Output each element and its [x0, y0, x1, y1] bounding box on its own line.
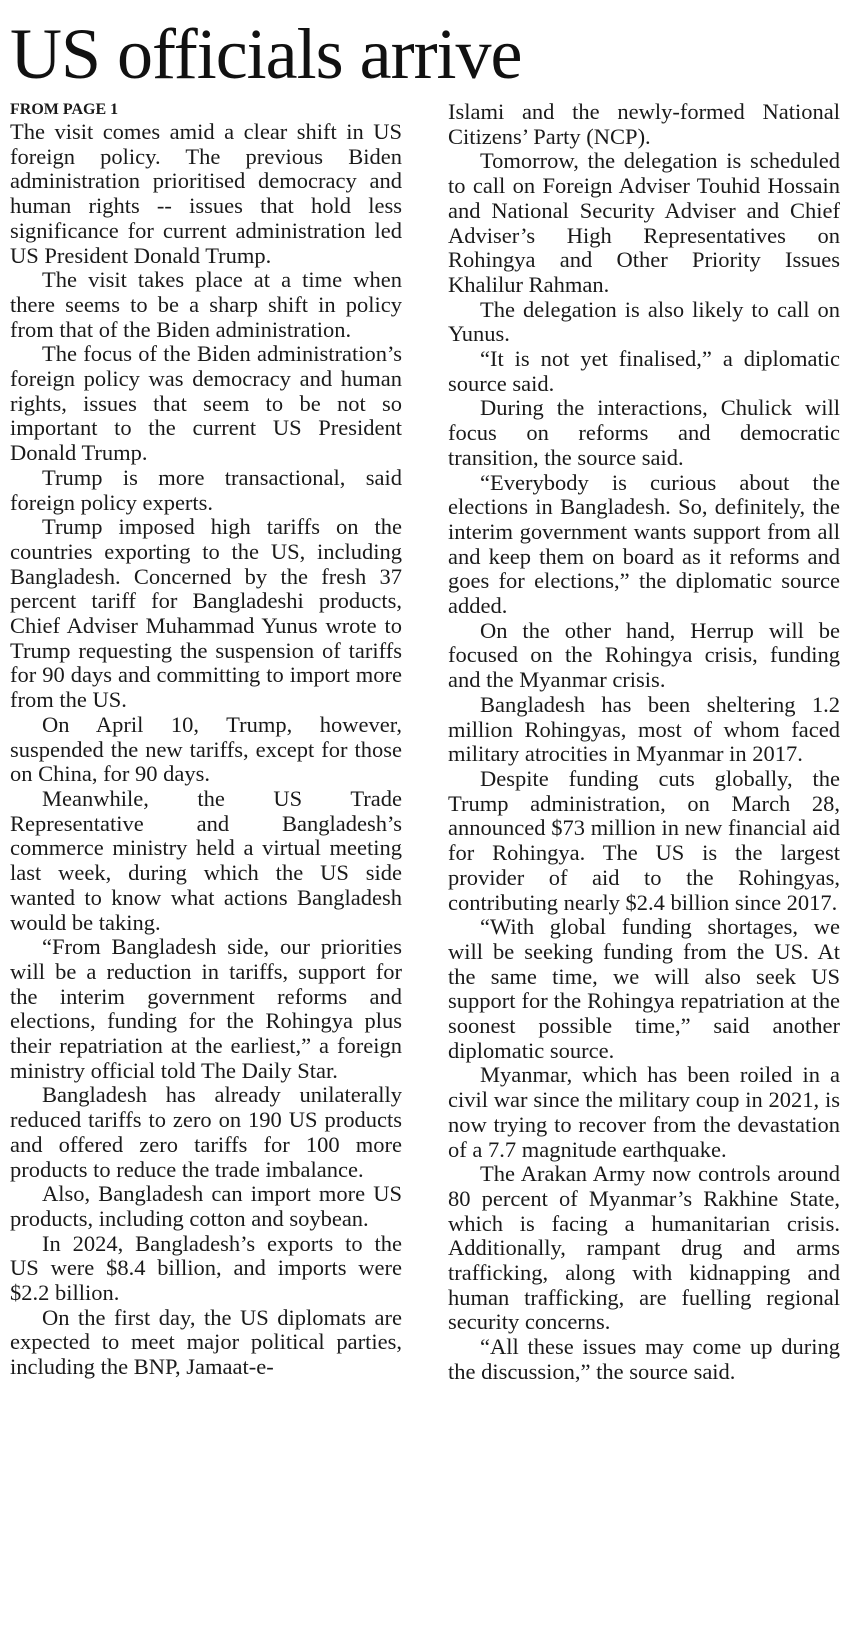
paragraph: “Everybody is curious about the elections in Bangladesh. So, definitely, the interim government wants support from all and keep them on board as it reforms and goes for elections,” the diplomatic source added. [448, 469, 840, 619]
paragraph: Bangladesh has been sheltering 1.2 million Rohingyas, most of whom faced military atrocities in Myanmar in 2017. [448, 691, 840, 767]
paragraph: “It is not yet finalised,” a diplomatic source said. [448, 346, 840, 396]
paragraph: “With global funding shortages, we will be seeking funding from the US. At the same time, we will also seek US support for the Rohingya repatriation at the soonest possible time,” said another diplomatic source. [448, 914, 840, 1063]
paragraph: Bangladesh has already unilaterally reduced tariffs to zero on 190 US products and offered zero tariffs for 100 more products to reduce the trade imbalance. [10, 1082, 402, 1182]
paragraph: In 2024, Bangladesh’s exports to the US were $8.4 billion, and imports were $2.2 billion. [10, 1230, 402, 1306]
paragraph: On the first day, the US diplomats are expected to meet major political parties, including the BNP, Jamaat-e- [10, 1304, 402, 1380]
paragraph: Despite funding cuts globally, the Trump administration, on March 28, announced $73 million in new financial aid for Rohingya. The US is the largest provider of aid to the Rohingyas, contributing nearly $2.4 billion since 2017. [448, 765, 840, 915]
paragraph: Meanwhile, the US Trade Representative and Bangladesh’s commerce ministry held a virtual meeting last week, during which the US side wanted to know what actions Bangladesh would be taking. [10, 785, 402, 935]
paragraph: The visit takes place at a time when there seems to be a sharp shift in policy from that of the Biden administration. [10, 267, 402, 342]
paragraph: Trump imposed high tariffs on the countries exporting to the US, including Bangladesh. Concerned by the fresh 37 percent tariff for Bangladeshi products, Chief Adviser Muhammad Yunus wrote to Trump requesting the suspension of tariffs for 90 days and committing to import more from the US. [10, 514, 402, 713]
paragraph: During the interactions, Chulick will focus on reforms and democratic transition, the source said. [448, 395, 840, 470]
paragraph: The Arakan Army now controls around 80 percent of Myanmar’s Rakhine State, which is facing a humanitarian crisis. Additionally, rampant drug and arms trafficking, along with kidnapping and human trafficking, are fuelling regional security concerns. [448, 1161, 840, 1335]
paragraph: Myanmar, which has been roiled in a civil war since the military coup in 2021, is now trying to recover from the devastation of a 7.7 magnitude earthquake. [448, 1062, 840, 1162]
paragraph: “From Bangladesh side, our priorities will be a reduction in tariffs, support for the interim government reforms and elections, funding for the Rohingya plus their repatriation at the earliest,” a foreign ministry official told The Daily Star. [10, 934, 402, 1083]
paragraph: “All these issues may come up during the discussion,” the source said. [448, 1334, 840, 1384]
paragraph-continuation: Islami and the newly-formed National Citizens’ Party (NCP). [448, 99, 840, 149]
article-column-right [448, 100, 840, 1385]
article-column-left [10, 100, 402, 1380]
headline: US officials arrive [10, 14, 522, 94]
continuation-kicker: FROM PAGE 1 [10, 101, 119, 118]
paragraph: On the other hand, Herrup will be focused on the Rohingya crisis, funding and the Myanmar crisis. [448, 617, 840, 693]
paragraph: On April 10, Trump, however, suspended the new tariffs, except for those on China, for 90 days. [10, 711, 402, 787]
paragraph: Also, Bangladesh can import more US products, including cotton and soybean. [10, 1181, 402, 1231]
paragraph: The focus of the Biden administration’s foreign policy was democracy and human rights, issues that seem to be not so important to the current US President Donald Trump. [10, 341, 402, 466]
paragraph: Tomorrow, the delegation is scheduled to call on Foreign Adviser Touhid Hossain and National Security Adviser and Chief Adviser’s High Representatives on Rohingya and Other Priority Issues Khalilur Rahman. [448, 148, 840, 297]
paragraph: Trump is more transactional, said foreign policy experts. [10, 464, 402, 515]
paragraph: The delegation is also likely to call on Yunus. [448, 296, 840, 347]
paragraph: The visit comes amid a clear shift in US foreign policy. The previous Biden administration prioritised democracy and human rights -- issues that hold less significance for current administration led US President Donald Trump. [10, 119, 402, 268]
